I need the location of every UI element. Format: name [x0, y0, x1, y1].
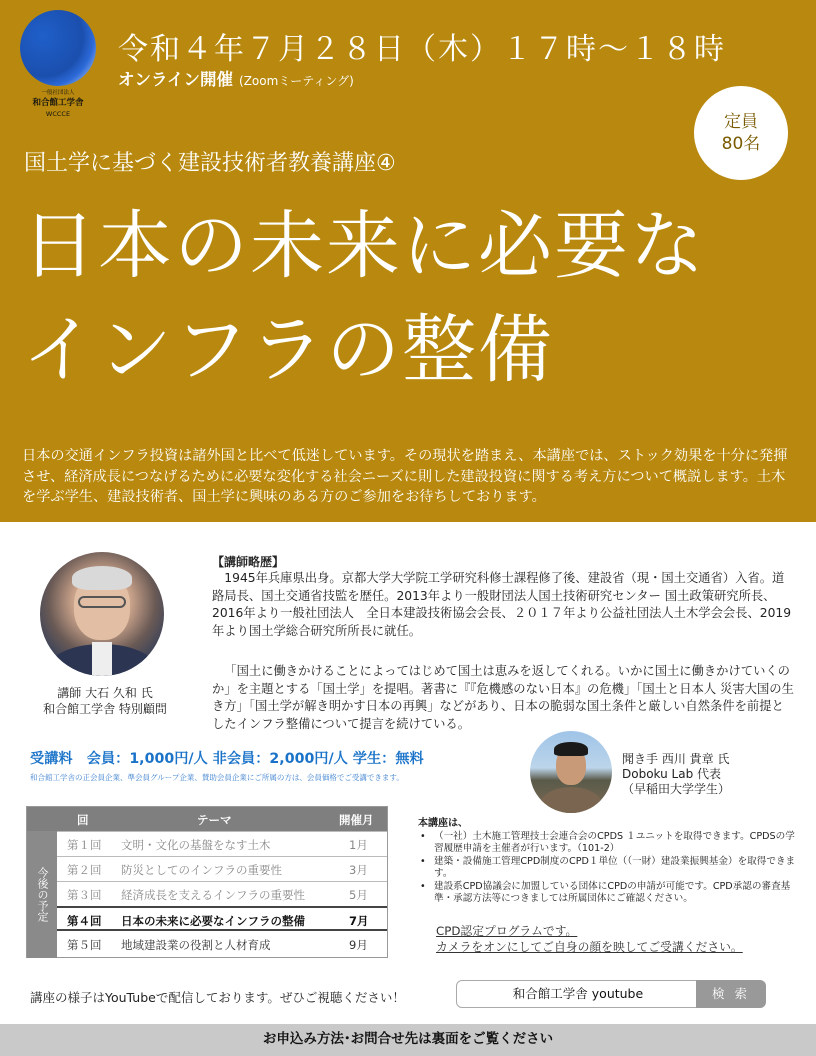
listener-photo: [530, 731, 612, 813]
schedule-header: [27, 807, 387, 831]
youtube-text: 講座の様子はYouTubeで配信しております。ぜひご視聴ください！: [30, 990, 405, 1005]
listener-info: [622, 752, 730, 797]
schedule-side-label: 今後の予定: [27, 831, 57, 958]
header-no: 回: [77, 813, 89, 827]
cpd-list: [418, 831, 798, 906]
cpd-title: 本講座は、: [418, 818, 468, 829]
search-button[interactable]: 検 索: [696, 980, 766, 1008]
main-title-line1: 日本の未来に必要な: [22, 203, 706, 289]
fee-note: 和合館工学舎の正会員企業、準会員グループ企業、賛助会員企業にご所属の方は、会員価格でご受講できます。: [30, 773, 404, 782]
speaker-glasses: [78, 596, 126, 608]
speaker-title: 和合館工学舎 特別顧問: [43, 702, 167, 716]
schedule-table: [26, 806, 388, 958]
listener-affiliation: （早稲田大学学生）: [622, 782, 731, 796]
list-item: • （一社）土木施工管理技士会連合会のCPDS １ユニットを取得できます。CPDSの学習履歴申請を主催者が行います。（101-2）: [418, 831, 798, 856]
listener-body: [540, 787, 602, 813]
cpd-info: [418, 818, 798, 906]
logo-name: 和合館工学舎: [32, 98, 84, 108]
footer-banner: お申込み方法･お問合せ先は裏面をご覧ください: [0, 1024, 816, 1056]
search-bar: [456, 980, 766, 1008]
online-format: [118, 66, 354, 90]
cpd-program-link[interactable]: CPD認定プログラムです。: [436, 924, 578, 938]
row-no: 第１回: [67, 838, 102, 852]
listener-name: 聞き手 西川 貴章 氏: [622, 752, 730, 766]
listener-org: Doboku Lab 代表: [622, 767, 722, 781]
camera-notice: カメラをオンにしてご自身の顔を映してご受講ください。: [436, 940, 743, 954]
row-theme: 文明・文化の基盤をなす土木: [121, 838, 271, 852]
header-theme: テーマ: [197, 813, 232, 827]
logo-sub: WCCCE: [45, 110, 71, 118]
row-month: 9月: [349, 938, 368, 952]
row-theme: 経済成長を支えるインフラの重要性: [121, 888, 305, 902]
cpd-notes: [436, 923, 743, 955]
fee-line: 受講料 会員：1,000円/人 非会員：2,000円/人 学生：無料: [30, 751, 424, 767]
logo-circle-icon: [20, 10, 96, 86]
speaker-name: 講師 大石 久和 氏: [57, 686, 153, 700]
capacity-value: 80名: [721, 134, 761, 154]
row-no: 第２回: [67, 863, 102, 877]
online-label: オンライン開催: [118, 70, 234, 89]
row-month: 3月: [349, 863, 368, 877]
row-month: 7月: [349, 914, 369, 928]
capacity-badge: [694, 86, 788, 180]
list-item: • 建築・設備施工管理CPD制度のCPD１単位（（一財）建設業振興基金）を取得できます。: [418, 856, 798, 881]
row-no: 第５回: [67, 938, 102, 952]
capacity-label: 定員: [724, 112, 758, 132]
main-title-line2: インフラの整備: [22, 307, 554, 393]
bio-paragraph-2: 「国土に働きかけることによってはじめて国土は恵みを返してくれる。いかに国土に働きかけていくのか」を主題とする「国土学」を提唱。著書に『『危機感のない日本』の危機」「国土と日本人 災害大国の生き方」「国土学が解き明かす日本の再興」などがあり、日本の脆弱な国土条件と厳しい自然条件を前提としたインフラ整備について提言を続けている。: [212, 664, 794, 731]
bio-paragraph-1: 1945年兵庫県出身。京都大学大学院工学研究科修士課程修了後、建設省（現・国土交通省）入省。道路局長、国土交通省技監を歴任。2013年より一般財団法人国土技術研究センター 国土政策研究所長、2016年より一般社団法人 全日本建設技術協会会長、２０１７年より公益社団法人土木学会会長、2019年より国土学総合研究所所長に就任。: [212, 571, 792, 638]
intro-text: 日本の交通インフラ投資は諸外国と比べて低迷しています。その現状を踏まえ、本講座では、ストック効果を十分に発揮させ、経済成長につなげるために必要な変化する社会ニーズに則した建設投資に関する考え方について概説します。土木を学ぶ学生、建設技術者、国土学に興味のある方のご参加をお待ちしております。: [22, 448, 788, 505]
logo-small-text: 一般社団法人: [41, 90, 75, 96]
row-theme: 地域建設業の役割と人材育成: [121, 938, 271, 952]
table-row: [57, 831, 387, 856]
row-month: 1月: [349, 838, 368, 852]
table-row: [57, 881, 387, 906]
event-date: 令和４年７月２８日（木）１７時～１８時: [118, 32, 726, 67]
bio-heading: 【講師略歴】: [212, 555, 285, 569]
table-row: [57, 856, 387, 881]
table-row: [57, 932, 387, 957]
row-month: 5月: [349, 888, 368, 902]
speaker-photo: [40, 552, 164, 676]
organization-logo: [14, 10, 102, 128]
row-no: 第３回: [67, 888, 102, 902]
row-no: 第４回: [67, 914, 102, 928]
speaker-shirt: [92, 642, 112, 676]
zoom-label: (Zoomミーティング): [239, 74, 354, 88]
row-theme: 防災としてのインフラの重要性: [121, 863, 282, 877]
speaker-hair: [72, 566, 132, 590]
series-title: 国土学に基づく建設技術者教養講座④: [24, 151, 396, 176]
hero-banner: [0, 0, 816, 522]
list-item: • 建設系CPD協議会に加盟している団体にCPDの申請が可能です。CPD承認の審査基準・承認方法等につきましては所属団体にご確認ください。: [418, 881, 798, 906]
speaker-caption: [30, 685, 180, 717]
search-input[interactable]: 和合館工学舎 youtube: [456, 980, 700, 1008]
listener-hair: [554, 742, 588, 756]
header-month: 開催月: [339, 813, 374, 827]
row-theme: 日本の未来に必要なインフラの整備: [121, 914, 305, 928]
table-row-current: [57, 906, 387, 931]
